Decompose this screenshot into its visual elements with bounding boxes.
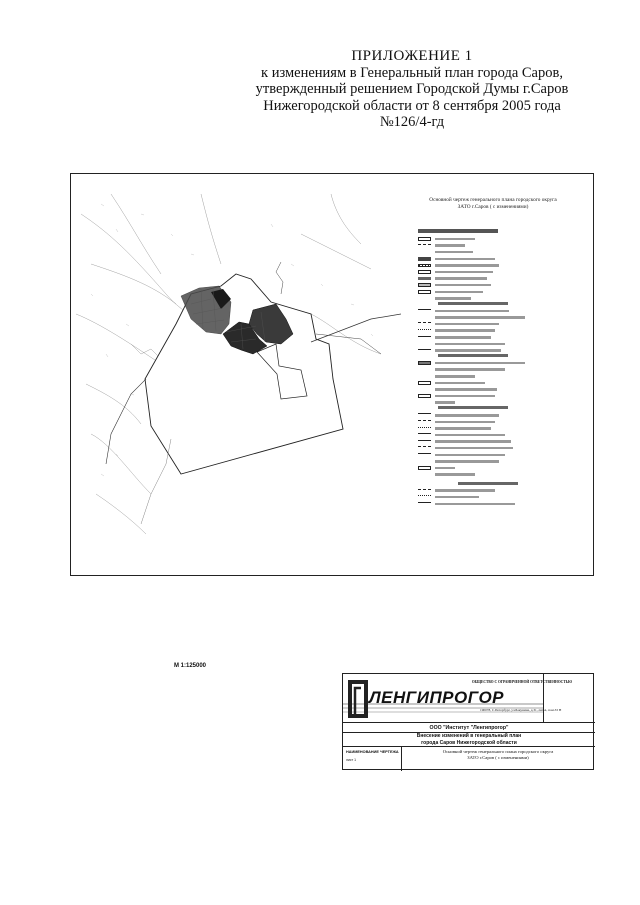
legend-title-line1: Основной чертеж генерального плана городского округа [429,197,557,203]
legend-item [418,380,578,386]
map-scale-label: М 1:125000 [174,663,207,669]
appendix-header [232,48,592,131]
legend-item [418,432,578,438]
legend-item [418,236,578,242]
legend-item [418,488,578,494]
legend-section-5 [458,482,518,485]
district-boundary [145,274,343,474]
legend-item [418,269,578,275]
legend-item [418,501,578,507]
stamp-project-line1: Внесение изменений в генеральный план [416,733,522,739]
stamp-org-name: ООО "Институт "Ленгипрогор" [429,725,509,731]
legend-title [418,197,568,211]
map-legend [418,229,578,507]
stamp-row-sheet [343,746,595,763]
legend-item [418,321,578,327]
legend-item [418,465,578,471]
legend-item [418,445,578,451]
stamp-sheet-name-line1: Основной чертеж генерального плана городского округа [442,749,554,754]
legend-item [418,282,578,288]
legend-item [418,249,578,255]
company-logo-text: ЛЕНГИПРОГОР [369,688,505,707]
legend-item [418,243,578,249]
legend-item [418,360,578,366]
map-sheet-frame [70,173,594,576]
legend-item [418,452,578,458]
legend-item [418,348,578,354]
appendix-title: ПРИЛОЖЕНИЕ 1 [351,48,473,64]
legend-item [418,458,578,464]
legend-section-4 [438,406,508,409]
legend-item [418,262,578,268]
legend-item [418,295,578,301]
company-type: ОБЩЕСТВО С ОГРАНИЧЕННОЙ ОТВЕТСТВЕННОСТЬЮ [471,680,573,684]
legend-item [418,439,578,445]
legend-item [418,373,578,379]
company-address: 190078, С.Петербург, ул.Бакунина, д.31, лит.А, пом.33 Н [480,708,562,712]
stamp-row-project [343,732,595,747]
legend-item [418,425,578,431]
appendix-subtitle-line2: утвержденный решением Городской Думы г.Саров [255,81,569,97]
legend-item [418,412,578,418]
legend-item [418,494,578,500]
legend-title-line2: ЗАТО г.Саров ( с изменениями) [457,204,529,210]
legend-item [418,400,578,406]
appendix-decision-number: №126/4-гд [379,114,445,130]
legend-item [418,256,578,262]
legend-item [418,419,578,425]
legend-item [418,289,578,295]
legend-item [418,386,578,392]
legend-item [418,334,578,340]
city-map [71,174,401,574]
stamp-sheet-name-label: НАИМЕНОВАНИЕ ЧЕРТЕЖА [346,750,399,754]
legend-item [418,367,578,373]
appendix-subtitle-line3: Нижегородской области от 8 сентября 2005 года [263,97,561,114]
legend-item [418,472,578,478]
appendix-subtitle-line1: к изменениям в Генеральный план города Саров, [261,64,563,81]
legend-section-3 [438,354,508,357]
stamp-project-line2: города Саров Нижегородской области [421,739,517,746]
stamp-sheet-name-line2: ЗАТО г.Саров ( с изменениями) [467,755,529,760]
stamp-sheet-no: лист 1 [346,758,356,762]
legend-item [418,328,578,334]
legend-section-1 [418,229,498,233]
legend-item [418,315,578,321]
legend-item [418,341,578,347]
legend-item [418,308,578,314]
title-block-stamp [342,673,594,770]
legend-item [418,393,578,399]
legend-item [418,276,578,282]
legend-section-2 [438,302,508,305]
